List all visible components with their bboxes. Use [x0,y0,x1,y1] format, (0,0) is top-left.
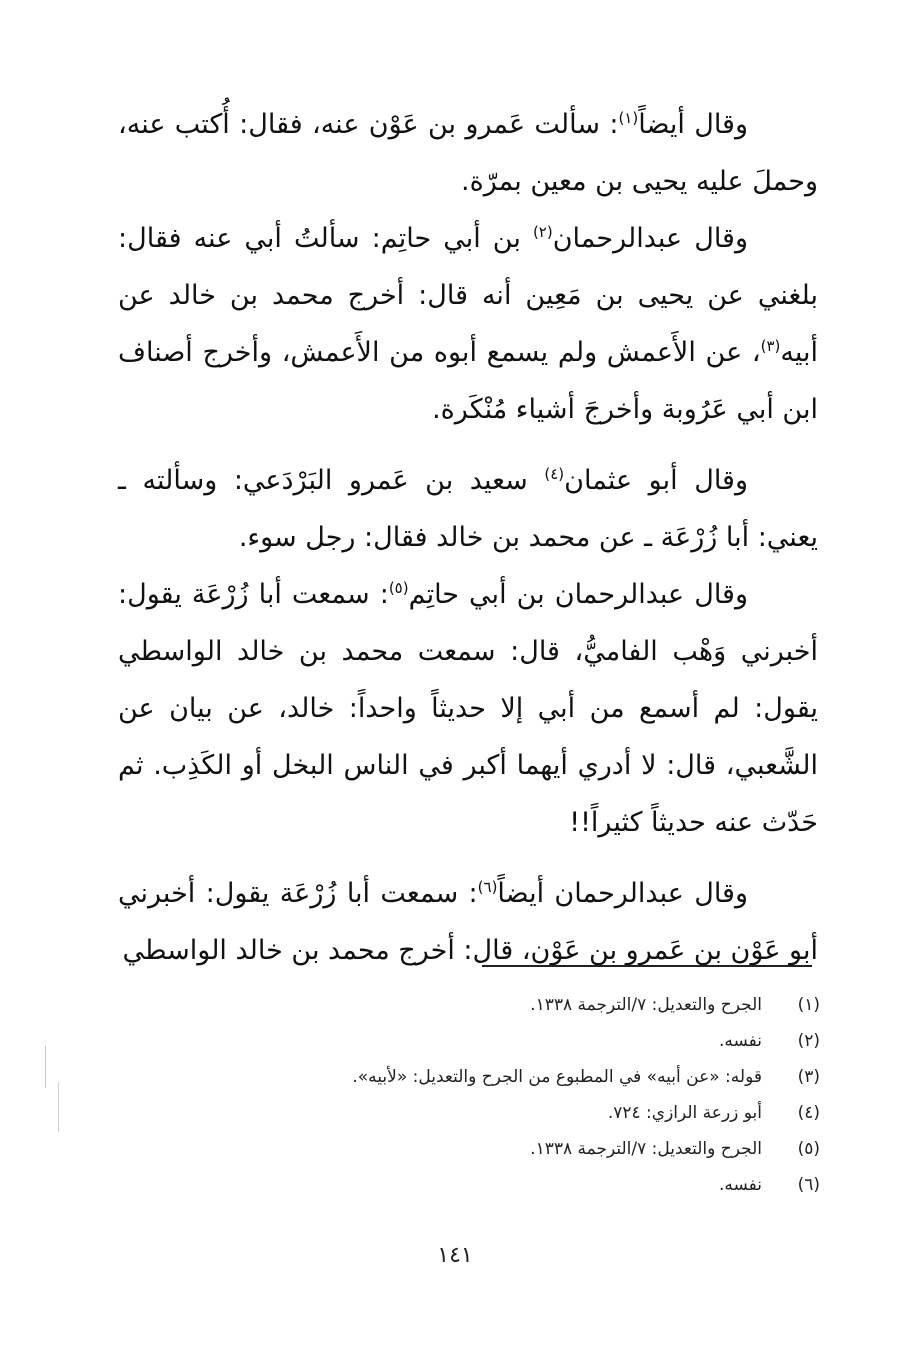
footnote-number: (٥) [797,1139,820,1159]
footnote-2 [118,1023,820,1059]
paragraph-1 [118,96,818,210]
footnote-number: (٤) [797,1103,820,1123]
scan-artifact-line [58,1082,59,1132]
footnote-5 [118,1131,820,1167]
paragraph-1-start: وقال أيضاً [638,109,749,140]
footnote-ref-3: (٣) [760,337,781,355]
paragraph-2-start: وقال عبدالرحمان [552,223,748,254]
paragraph-4-start: وقال عبدالرحمان بن أبي حاتِم [408,579,748,610]
footnote-number: (٣) [797,1067,820,1087]
footnote-text: الجرح والتعديل: ٧/الترجمة ١٣٣٨. [530,1139,762,1159]
paragraph-3-start: وقال أبو عثمان [564,465,749,496]
footnote-number: (٦) [797,1175,820,1195]
footnote-separator [482,965,812,967]
footnote-ref-2: (٢) [532,223,553,241]
footnote-ref-6: (٦) [477,878,498,896]
footnote-ref-4: (٤) [544,465,565,483]
paragraph-2-middle: بن أبي حاتِم: سألتُ أبي عنه فقال: بلغني عن يحيى بن مَعِين أنه قال: أخرج محمد بن خالد عن أبيه [118,223,818,368]
footnote-number: (٢) [797,1031,820,1051]
footnote-ref-1: (١) [618,109,639,127]
footnote-1 [118,987,820,1023]
paragraph-4-rest: : سمعت أبا زُرْعَة يقول: أخبرني وَهْب الفاميُّ، قال: سمعت محمد بن خالد الواسطي يقول: لم أسمع من أبي إلا حديثاً واحداً: خالد، عن بيان عن الشَّعبي، قال: لا أدري أيهما أكبر في الناس البخل أو الكَذِب. ثم حَدّث عنه حديثاً كثيراً!! [118,579,818,838]
footnote-text: قوله: «عن أبيه» في المطبوع من الجرح والتعديل: «لأبيه». [352,1067,762,1087]
footnotes [118,987,820,1203]
main-text [118,96,818,979]
paragraph-1-rest: : سألت عَمرو بن عَوْن عنه، فقال: أُكتب عنه، وحملَ عليه يحيى بن معين بمرّة. [118,109,818,197]
paragraph-5-start: وقال عبدالرحمان أيضاً [497,878,748,909]
paragraph-5 [118,865,818,979]
footnote-3 [118,1059,820,1095]
footnote-number: (١) [797,995,820,1015]
paragraph-3 [118,452,818,566]
footnote-text: الجرح والتعديل: ٧/الترجمة ١٣٣٨. [530,995,762,1015]
footnote-text: نفسه. [718,1031,762,1051]
footnote-text: أبو زرعة الرازي: ٧٢٤. [607,1103,762,1123]
page-number: ١٤١ [437,1243,473,1268]
footnote-4 [118,1095,820,1131]
footnote-text: نفسه. [718,1175,762,1195]
paragraph-3-rest: سعيد بن عَمرو البَرْدَعي: وسألته ـ يعني: أبا زُرْعَة ـ عن محمد بن خالد فقال: رجل سوء. [118,465,818,553]
paragraph-2 [118,210,818,438]
scan-artifact-line [45,1046,46,1088]
footnote-6 [118,1167,820,1203]
footnote-ref-5: (٥) [388,579,409,597]
paragraph-2-rest: ، عن الأَعمش ولم يسمع أبوه من الأَعمش، وأخرج أصناف ابن أبي عَرُوبة وأخرجَ أشياء مُنْكَرة. [118,337,818,425]
paragraph-5-rest: : سمعت أبا زُرْعَة يقول: أخبرني أبو عَوْن بن عَمرو بن عَوْن، قال: أخرج محمد بن خالد الواسطي [118,878,818,966]
paragraph-4 [118,566,818,851]
